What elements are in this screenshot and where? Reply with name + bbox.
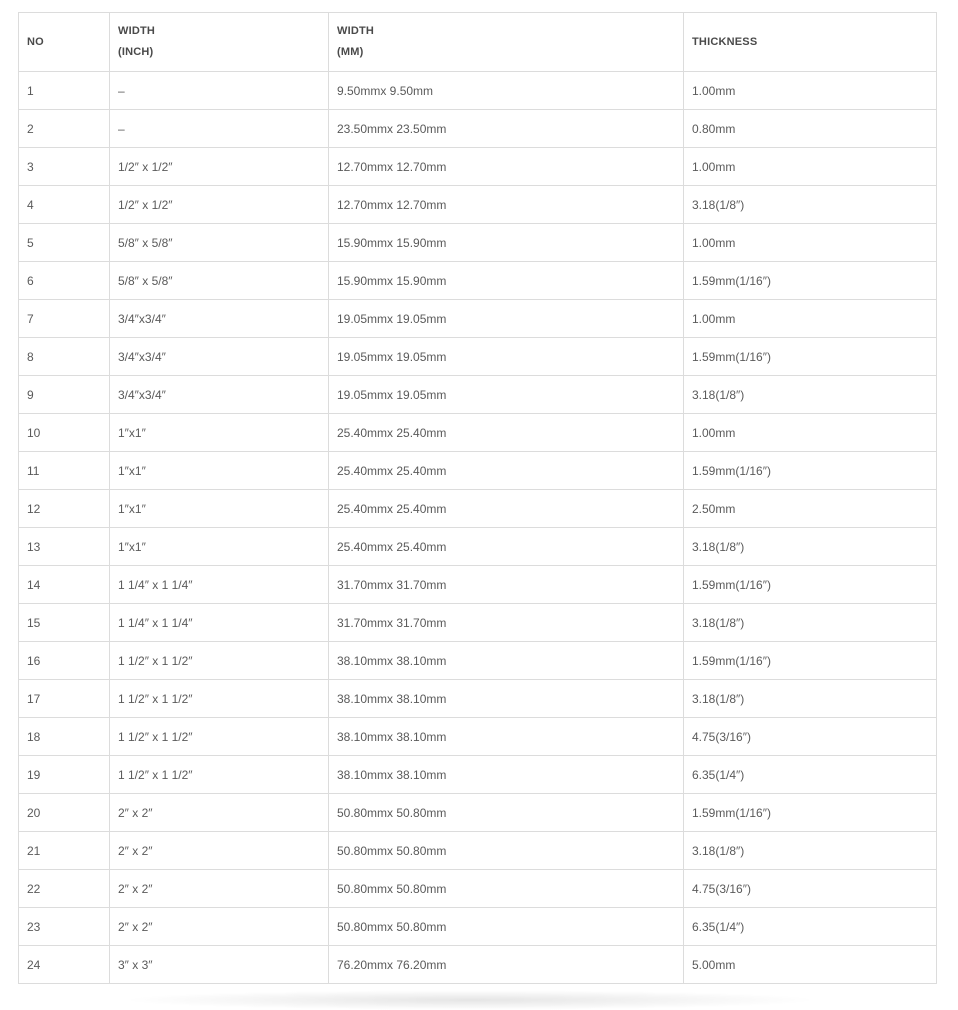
cell-no: 19: [19, 756, 110, 794]
header-thickness: THICKNESS: [684, 13, 937, 72]
header-width-inch: [110, 13, 329, 72]
header-width-mm-line1: WIDTH: [337, 25, 375, 37]
cell-width-inch: 1 1/2″ x 1 1/2″: [110, 718, 329, 756]
cell-no: 9: [19, 376, 110, 414]
table-body: [19, 72, 937, 984]
cell-width-inch: 5/8″ x 5/8″: [110, 262, 329, 300]
cell-thickness: 1.59mm(1/16″): [684, 642, 937, 680]
cell-thickness: 4.75(3/16″): [684, 718, 937, 756]
header-row: [19, 13, 937, 72]
cell-no: 8: [19, 338, 110, 376]
cell-thickness: 1.00mm: [684, 224, 937, 262]
cell-thickness: 0.80mm: [684, 110, 937, 148]
header-width-mm: [329, 13, 684, 72]
cell-thickness: 3.18(1/8″): [684, 680, 937, 718]
cell-width-mm: 25.40mmx 25.40mm: [329, 452, 684, 490]
cell-width-mm: 15.90mmx 15.90mm: [329, 262, 684, 300]
cell-thickness: 1.59mm(1/16″): [684, 566, 937, 604]
table-row: [19, 756, 937, 794]
table-row: [19, 186, 937, 224]
cell-width-mm: 38.10mmx 38.10mm: [329, 642, 684, 680]
spec-table-container: [18, 12, 936, 984]
table-row: [19, 528, 937, 566]
table-row: [19, 832, 937, 870]
cell-width-inch: 1″x1″: [110, 490, 329, 528]
cell-no: 3: [19, 148, 110, 186]
cell-width-inch: 3/4″x3/4″: [110, 376, 329, 414]
cell-width-inch: 2″ x 2″: [110, 870, 329, 908]
table-row: [19, 72, 937, 110]
cell-thickness: 1.59mm(1/16″): [684, 452, 937, 490]
table-row: [19, 604, 937, 642]
cell-no: 16: [19, 642, 110, 680]
cell-width-mm: 15.90mmx 15.90mm: [329, 224, 684, 262]
cell-no: 14: [19, 566, 110, 604]
cell-thickness: 1.59mm(1/16″): [684, 794, 937, 832]
table-row: [19, 148, 937, 186]
table-row: [19, 300, 937, 338]
cell-thickness: 3.18(1/8″): [684, 528, 937, 566]
cell-width-mm: 12.70mmx 12.70mm: [329, 148, 684, 186]
cell-width-inch: 1 1/4″ x 1 1/4″: [110, 604, 329, 642]
cell-width-inch: 1 1/2″ x 1 1/2″: [110, 756, 329, 794]
cell-width-inch: 1/2″ x 1/2″: [110, 148, 329, 186]
cell-thickness: 1.00mm: [684, 72, 937, 110]
header-width-mm-line2: (MM): [337, 46, 364, 58]
cell-thickness: 2.50mm: [684, 490, 937, 528]
cell-width-inch: 1 1/4″ x 1 1/4″: [110, 566, 329, 604]
cell-thickness: 1.00mm: [684, 148, 937, 186]
table-row: [19, 642, 937, 680]
header-width-inch-line2: (INCH): [118, 46, 154, 58]
cell-width-inch: 1″x1″: [110, 452, 329, 490]
cell-width-inch: 1/2″ x 1/2″: [110, 186, 329, 224]
cell-no: 18: [19, 718, 110, 756]
table-row: [19, 338, 937, 376]
cell-width-mm: 50.80mmx 50.80mm: [329, 870, 684, 908]
cell-no: 10: [19, 414, 110, 452]
cell-no: 23: [19, 908, 110, 946]
cell-thickness: 1.00mm: [684, 414, 937, 452]
table-row: [19, 110, 937, 148]
table-row: [19, 718, 937, 756]
table-row: [19, 946, 937, 984]
cell-no: 7: [19, 300, 110, 338]
cell-width-inch: 5/8″ x 5/8″: [110, 224, 329, 262]
cell-no: 22: [19, 870, 110, 908]
cell-thickness: 6.35(1/4″): [684, 756, 937, 794]
cell-thickness: 5.00mm: [684, 946, 937, 984]
header-no: NO: [19, 13, 110, 72]
cell-width-mm: 50.80mmx 50.80mm: [329, 832, 684, 870]
cell-width-mm: 38.10mmx 38.10mm: [329, 680, 684, 718]
cell-no: 11: [19, 452, 110, 490]
cell-thickness: 6.35(1/4″): [684, 908, 937, 946]
cell-width-mm: 50.80mmx 50.80mm: [329, 794, 684, 832]
cell-width-mm: 9.50mmx 9.50mm: [329, 72, 684, 110]
table-header: [19, 13, 937, 72]
cell-width-inch: 3/4″x3/4″: [110, 338, 329, 376]
cell-width-mm: 38.10mmx 38.10mm: [329, 718, 684, 756]
cell-width-mm: 31.70mmx 31.70mm: [329, 566, 684, 604]
cell-width-mm: 38.10mmx 38.10mm: [329, 756, 684, 794]
cell-no: 20: [19, 794, 110, 832]
cell-no: 17: [19, 680, 110, 718]
cell-no: 4: [19, 186, 110, 224]
cell-width-mm: 25.40mmx 25.40mm: [329, 414, 684, 452]
cell-width-mm: 23.50mmx 23.50mm: [329, 110, 684, 148]
table-row: [19, 490, 937, 528]
cell-no: 6: [19, 262, 110, 300]
cell-thickness: 3.18(1/8″): [684, 186, 937, 224]
cell-thickness: 3.18(1/8″): [684, 832, 937, 870]
table-row: [19, 452, 937, 490]
table-row: [19, 870, 937, 908]
cell-width-inch: 1 1/2″ x 1 1/2″: [110, 680, 329, 718]
cell-width-inch: –: [110, 72, 329, 110]
cell-no: 2: [19, 110, 110, 148]
cell-width-mm: 12.70mmx 12.70mm: [329, 186, 684, 224]
cell-width-mm: 19.05mmx 19.05mm: [329, 300, 684, 338]
table-row: [19, 224, 937, 262]
table-row: [19, 376, 937, 414]
bottom-shadow: [120, 990, 820, 1010]
cell-width-inch: –: [110, 110, 329, 148]
cell-no: 5: [19, 224, 110, 262]
table-row: [19, 908, 937, 946]
cell-width-inch: 3″ x 3″: [110, 946, 329, 984]
cell-width-mm: 50.80mmx 50.80mm: [329, 908, 684, 946]
table-row: [19, 262, 937, 300]
table-row: [19, 414, 937, 452]
cell-width-mm: 31.70mmx 31.70mm: [329, 604, 684, 642]
cell-thickness: 3.18(1/8″): [684, 376, 937, 414]
cell-thickness: 1.00mm: [684, 300, 937, 338]
cell-width-inch: 1″x1″: [110, 528, 329, 566]
table-row: [19, 680, 937, 718]
cell-thickness: 1.59mm(1/16″): [684, 262, 937, 300]
cell-thickness: 1.59mm(1/16″): [684, 338, 937, 376]
table-row: [19, 794, 937, 832]
cell-width-inch: 2″ x 2″: [110, 832, 329, 870]
header-width-inch-line1: WIDTH: [118, 25, 156, 37]
cell-no: 1: [19, 72, 110, 110]
cell-width-mm: 25.40mmx 25.40mm: [329, 528, 684, 566]
cell-width-inch: 2″ x 2″: [110, 794, 329, 832]
cell-no: 24: [19, 946, 110, 984]
cell-width-inch: 3/4″x3/4″: [110, 300, 329, 338]
cell-width-inch: 1″x1″: [110, 414, 329, 452]
cell-thickness: 3.18(1/8″): [684, 604, 937, 642]
table-row: [19, 566, 937, 604]
cell-no: 21: [19, 832, 110, 870]
cell-width-mm: 19.05mmx 19.05mm: [329, 376, 684, 414]
cell-no: 15: [19, 604, 110, 642]
cell-width-mm: 19.05mmx 19.05mm: [329, 338, 684, 376]
dimensions-table: [18, 12, 937, 984]
cell-width-inch: 2″ x 2″: [110, 908, 329, 946]
cell-no: 12: [19, 490, 110, 528]
cell-width-mm: 25.40mmx 25.40mm: [329, 490, 684, 528]
cell-thickness: 4.75(3/16″): [684, 870, 937, 908]
cell-width-inch: 1 1/2″ x 1 1/2″: [110, 642, 329, 680]
cell-width-mm: 76.20mmx 76.20mm: [329, 946, 684, 984]
cell-no: 13: [19, 528, 110, 566]
